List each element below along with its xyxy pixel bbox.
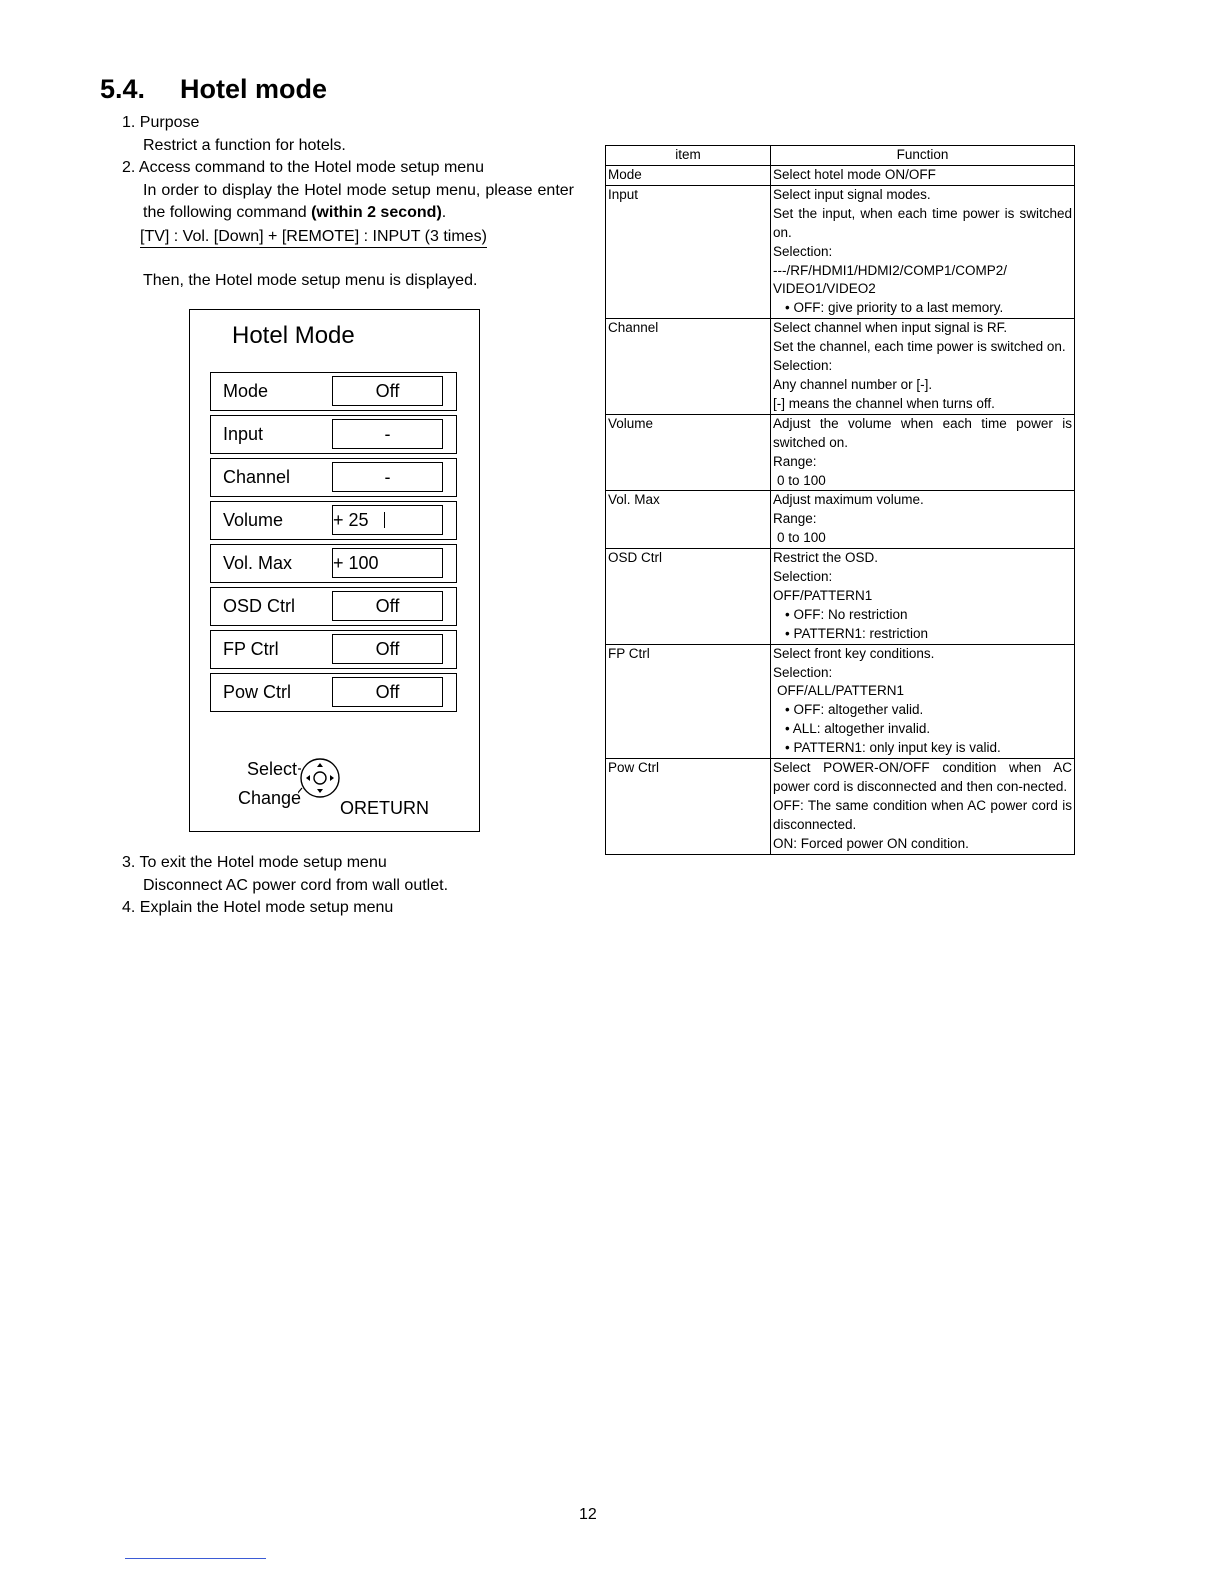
item-cell: Vol. Max (606, 491, 771, 549)
function-line: Selection: (773, 358, 833, 374)
function-line: Select front key conditions. (773, 645, 935, 661)
step-4-heading: 4. Explain the Hotel mode setup menu (122, 899, 394, 916)
return-hint (340, 798, 429, 819)
table-row (606, 414, 1075, 491)
function-line: OFF/PATTERN1 (773, 587, 873, 603)
function-cell (771, 166, 1075, 186)
osd-value-box (332, 548, 443, 578)
function-line: ---/RF/HDMI1/HDMI2/COMP1/COMP2/ VIDEO1/VIDEO2 (773, 262, 1008, 297)
function-cell (771, 185, 1075, 318)
table-header-item: item (606, 146, 771, 166)
osd-value: + 25 (333, 510, 369, 530)
change-hint: Change (238, 788, 302, 808)
page-number: 12 (579, 1506, 597, 1523)
function-line: OFF: The same condition when AC power cord is disconnected. (773, 797, 1072, 832)
function-line: Range: (773, 511, 817, 527)
function-cell (771, 644, 1075, 758)
step-3-body: Disconnect AC power cord from wall outlet. (143, 876, 449, 894)
table-row (606, 549, 1075, 645)
function-cell (771, 549, 1075, 645)
step-3-heading: 3. To exit the Hotel mode setup menu (122, 854, 387, 871)
function-cell (771, 491, 1075, 549)
item-cell: Pow Ctrl (606, 759, 771, 855)
osd-row-powctrl (210, 673, 457, 712)
section-number: 5.4. (100, 74, 146, 104)
function-line: 0 to 100 (777, 472, 826, 488)
hotel-mode-osd (189, 309, 480, 832)
function-line: Select POWER-ON/OFF condition when AC power cord is disconnected and then con-nected. (773, 760, 1072, 794)
item-cell: FP Ctrl (606, 644, 771, 758)
function-line: Range: (773, 453, 817, 469)
osd-label: Volume (223, 510, 284, 530)
return-label: RETURN (354, 798, 430, 818)
volume-slider-marker (384, 512, 386, 528)
osd-value: Off (332, 591, 443, 621)
footer-rule (125, 1558, 266, 1559)
function-line: Adjust the volume when each time power is switched on. (773, 415, 1072, 450)
step-2-body-bold: (within 2 second) (311, 204, 442, 221)
section-title: Hotel mode (180, 74, 328, 104)
function-line: Any channel number or [-]. (773, 376, 933, 392)
steps-upper (122, 112, 574, 293)
function-line: Selection: (773, 569, 833, 585)
select-hint: Select (247, 759, 298, 779)
function-line: Select input signal modes. (773, 186, 931, 202)
function-cell (771, 414, 1075, 491)
osd-row-volmax (210, 544, 457, 583)
function-line: • OFF: No restriction (785, 606, 908, 622)
item-cell: Channel (606, 319, 771, 415)
table-row (606, 759, 1075, 855)
osd-row-channel (210, 458, 457, 497)
function-line: [-] means the channel when turns off. (773, 395, 995, 411)
function-line: • OFF: altogether valid. (785, 702, 924, 718)
step-1-heading: 1. Purpose (122, 114, 200, 131)
step-2-heading: 2. Access command to the Hotel mode setup menu (122, 159, 484, 176)
item-cell: Input (606, 185, 771, 318)
osd-row-osdctrl (210, 587, 457, 626)
function-line: Select hotel mode ON/OFF (773, 167, 936, 182)
function-line: • ALL: altogether invalid. (785, 721, 931, 737)
osd-row-volume (210, 501, 457, 540)
table-row (606, 491, 1075, 549)
osd-value: Off (332, 634, 443, 664)
function-line: • PATTERN1: only input key is valid. (785, 740, 1001, 756)
step-2-after: Then, the Hotel mode setup menu is displayed. (143, 272, 478, 289)
function-line: Set the channel, each time power is switched on. (773, 339, 1066, 355)
function-line: Selection: (773, 664, 833, 680)
function-line: • OFF: give priority to a last memory. (785, 300, 1004, 316)
osd-label: FP Ctrl (223, 639, 279, 659)
function-cell (771, 319, 1075, 415)
osd-value: - (332, 419, 443, 449)
table-header-function: Function (771, 146, 1075, 166)
function-table (605, 145, 1075, 855)
osd-value: + 100 (333, 553, 379, 573)
function-cell (771, 759, 1075, 855)
function-line: ON: Forced power ON condition. (773, 835, 969, 851)
step-1-body: Restrict a function for hotels. (143, 136, 346, 154)
step-2-body (122, 180, 574, 225)
function-line: OFF/ALL/PATTERN1 (777, 683, 905, 699)
osd-label: Input (223, 424, 264, 444)
table-row (606, 185, 1075, 318)
osd-label: Mode (223, 381, 269, 401)
osd-row-mode (210, 372, 457, 411)
osd-value: Off (332, 376, 443, 406)
function-line: Adjust maximum volume. (773, 492, 924, 508)
step-2-body-end: . (441, 204, 447, 221)
function-line: Restrict the OSD. (773, 550, 879, 566)
item-cell: OSD Ctrl (606, 549, 771, 645)
osd-label: Pow Ctrl (223, 682, 292, 702)
function-line: Set the input, when each time power is switched on. (773, 205, 1072, 240)
osd-value-box (332, 505, 443, 535)
table-row (606, 644, 1075, 758)
dpad-icon (298, 755, 346, 799)
item-cell: Volume (606, 414, 771, 491)
osd-footer (190, 750, 479, 830)
function-line: • PATTERN1: restriction (785, 625, 929, 641)
table-row (606, 319, 1075, 415)
item-cell: Mode (606, 166, 771, 186)
osd-value: Off (332, 677, 443, 707)
osd-label: Channel (223, 467, 291, 487)
osd-row-input (210, 415, 457, 454)
steps-lower (122, 852, 574, 920)
osd-title: Hotel Mode (232, 322, 355, 349)
table-header-row (606, 146, 1075, 166)
access-command: [TV] : Vol. [Down] + [REMOTE] : INPUT (3 times) (140, 227, 487, 248)
osd-value: - (332, 462, 443, 492)
step-2-body-text: In order to display the Hotel mode setup menu, please enter the following command (143, 181, 574, 221)
section-heading (100, 74, 327, 105)
osd-label: Vol. Max (223, 553, 293, 573)
function-line: Selection: (773, 243, 833, 259)
table-row (606, 166, 1075, 186)
return-circle-icon: O (340, 798, 355, 818)
osd-row-fpctrl (210, 630, 457, 669)
function-line: Select channel when input signal is RF. (773, 320, 1008, 336)
osd-label: OSD Ctrl (223, 596, 295, 616)
function-line: 0 to 100 (777, 530, 826, 546)
